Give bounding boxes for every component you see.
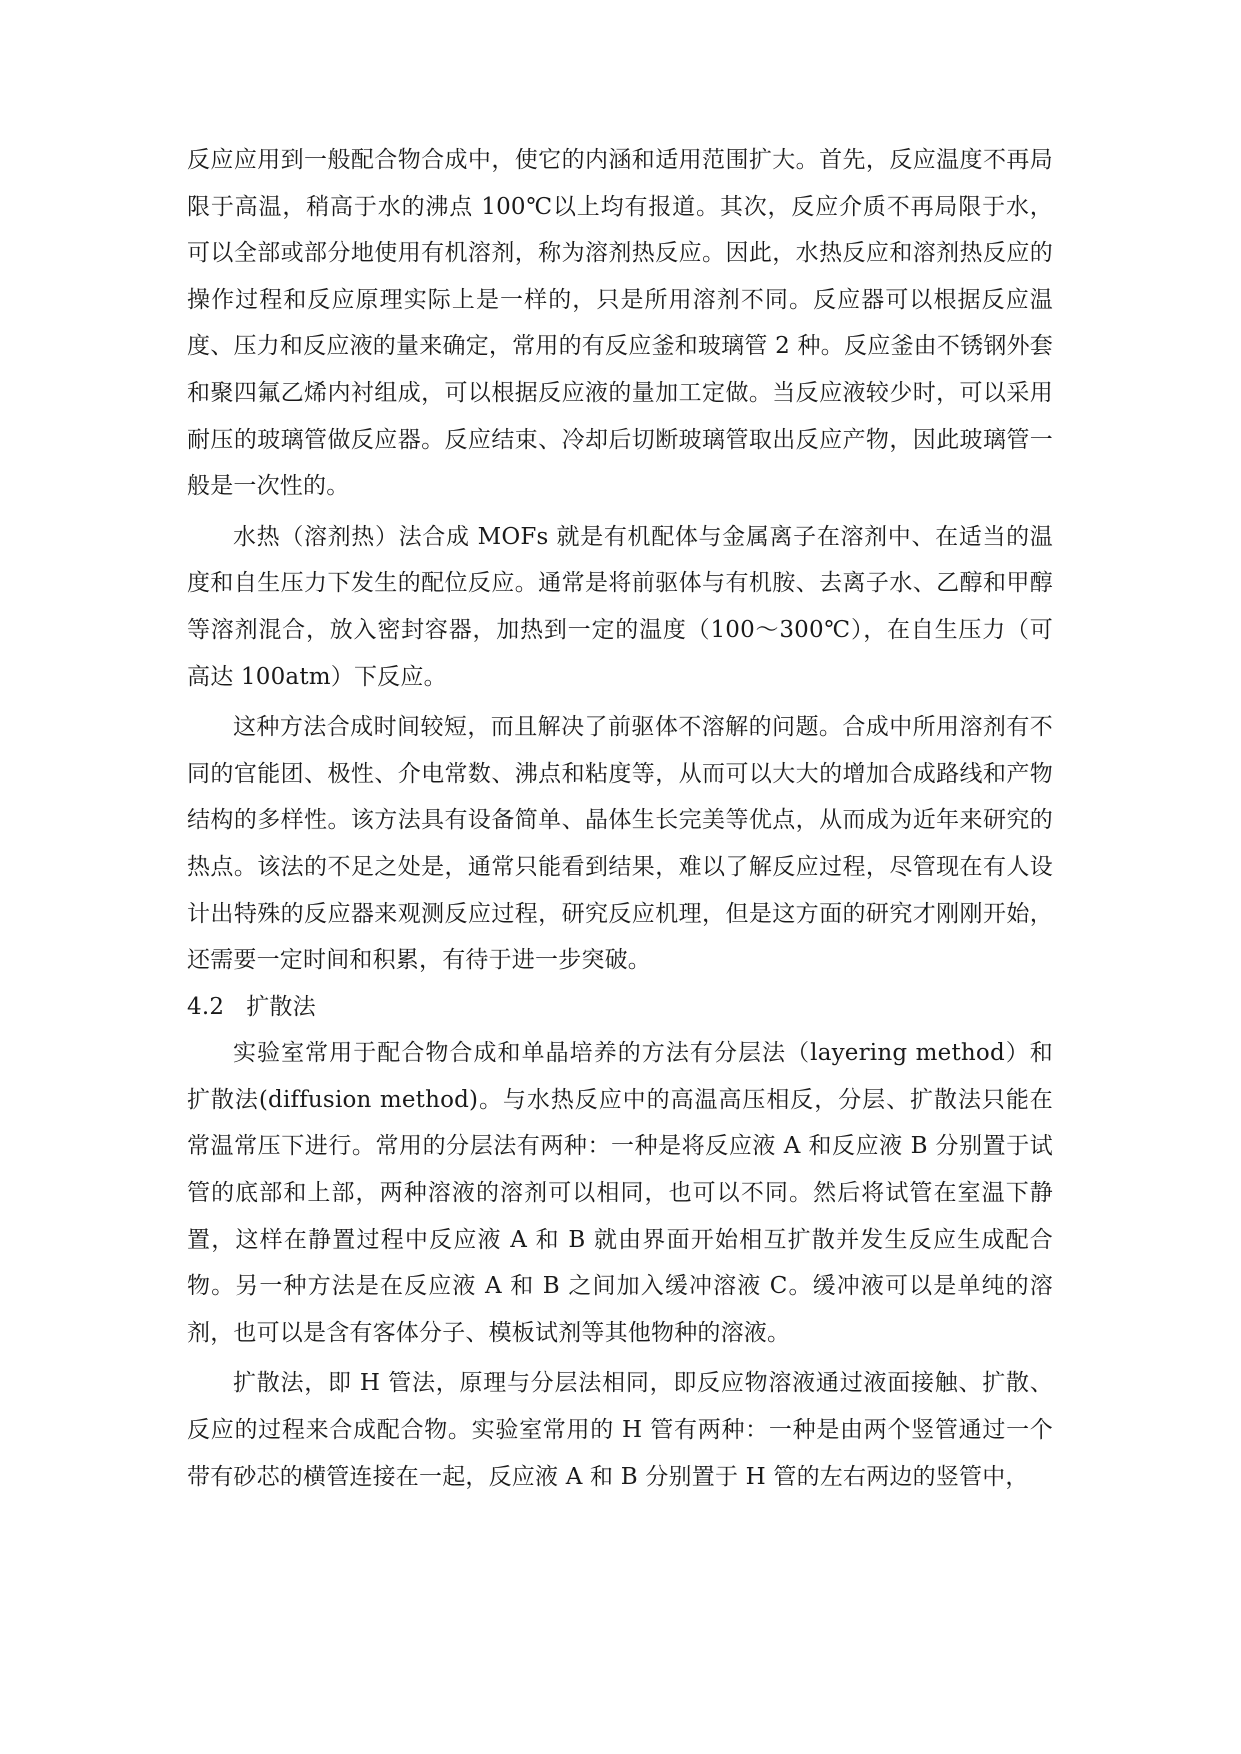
paragraph-reaction-vessels: 反应应用到一般配合物合成中，使它的内涵和适用范围扩大。首先，反应温度不再局限于高温，稍高于水的沸点 100℃以上均有报道。其次，反应介质不再局限于水，可以全部或部分地使用有机溶剂，称为溶剂热反应。因此，水热反应和溶剂热反应的操作过程和反应原理实际上是一样的，只是所用溶剂不同。反应器可以根据反应温度、压力和反应液的量来确定，常用的有反应釜和玻璃管 2 种。反应釜由不锈钢外套和聚四氟乙烯内衬组成，可以根据反应液的量加工定做。当反应液较少时，可以采用耐压的玻璃管做反应器。反应结束、冷却后切断玻璃管取出反应产物，因此玻璃管一般是一次性的。 [187, 147, 1053, 500]
section-heading [187, 984, 1053, 1031]
section-title: 扩散法 [246, 993, 316, 1020]
paragraph-hydrothermal-mofs: 水热（溶剂热）法合成 MOFs 就是有机配体与金属离子在溶剂中、在适当的温度和自生压力下发生的配位反应。通常是将前驱体与有机胺、去离子水、乙醇和甲醇等溶剂混合，放入密封容器，加热到一定的温度（100～300℃），在自生压力（可高达 100atm）下反应。 [187, 523, 1053, 690]
section-number: 4.2 [187, 993, 225, 1020]
paragraph-h-tube-method: 扩散法，即 H 管法，原理与分层法相同，即反应物溶液通过液面接触、扩散、反应的过程来合成配合物。实验室常用的 H 管有两种：一种是由两个竖管通过一个带有砂芯的横管连接在一起，反应液 A 和 B 分别置于 H 管的左右两边的竖管中， [187, 1370, 1053, 1490]
paragraph-method-advantages: 这种方法合成时间较短，而且解决了前驱体不溶解的问题。合成中所用溶剂有不同的官能团、极性、介电常数、沸点和粘度等，从而可以大大的增加合成路线和产物结构的多样性。该方法具有设备简单、晶体生长完美等优点，从而成为近年来研究的热点。该法的不足之处是，通常只能看到结果，难以了解反应过程，尽管现在有人设计出特殊的反应器来观测反应过程，研究反应机理，但是这方面的研究才刚刚开始，还需要一定时间和积累，有待于进一步突破。 [187, 714, 1053, 974]
paragraph-layering-method: 实验室常用于配合物合成和单晶培养的方法有分层法（layering method）和扩散法(diffusion method)。与水热反应中的高温高压相反，分层、扩散法只能在常温常压下进行。常用的分层法有两种：一种是将反应液 A 和反应液 B 分别置于试管的底部和上部，两种溶液的溶剂可以相同，也可以不同。然后将试管在室温下静置，这样在静置过程中反应液 A 和 B 就由界面开始相互扩散并发生反应生成配合物。另一种方法是在反应液 A 和 B 之间加入缓冲溶液 C。缓冲液可以是单纯的溶剂，也可以是含有客体分子、模板试剂等其他物种的溶液。 [187, 1040, 1053, 1346]
document-page [187, 137, 1053, 1500]
